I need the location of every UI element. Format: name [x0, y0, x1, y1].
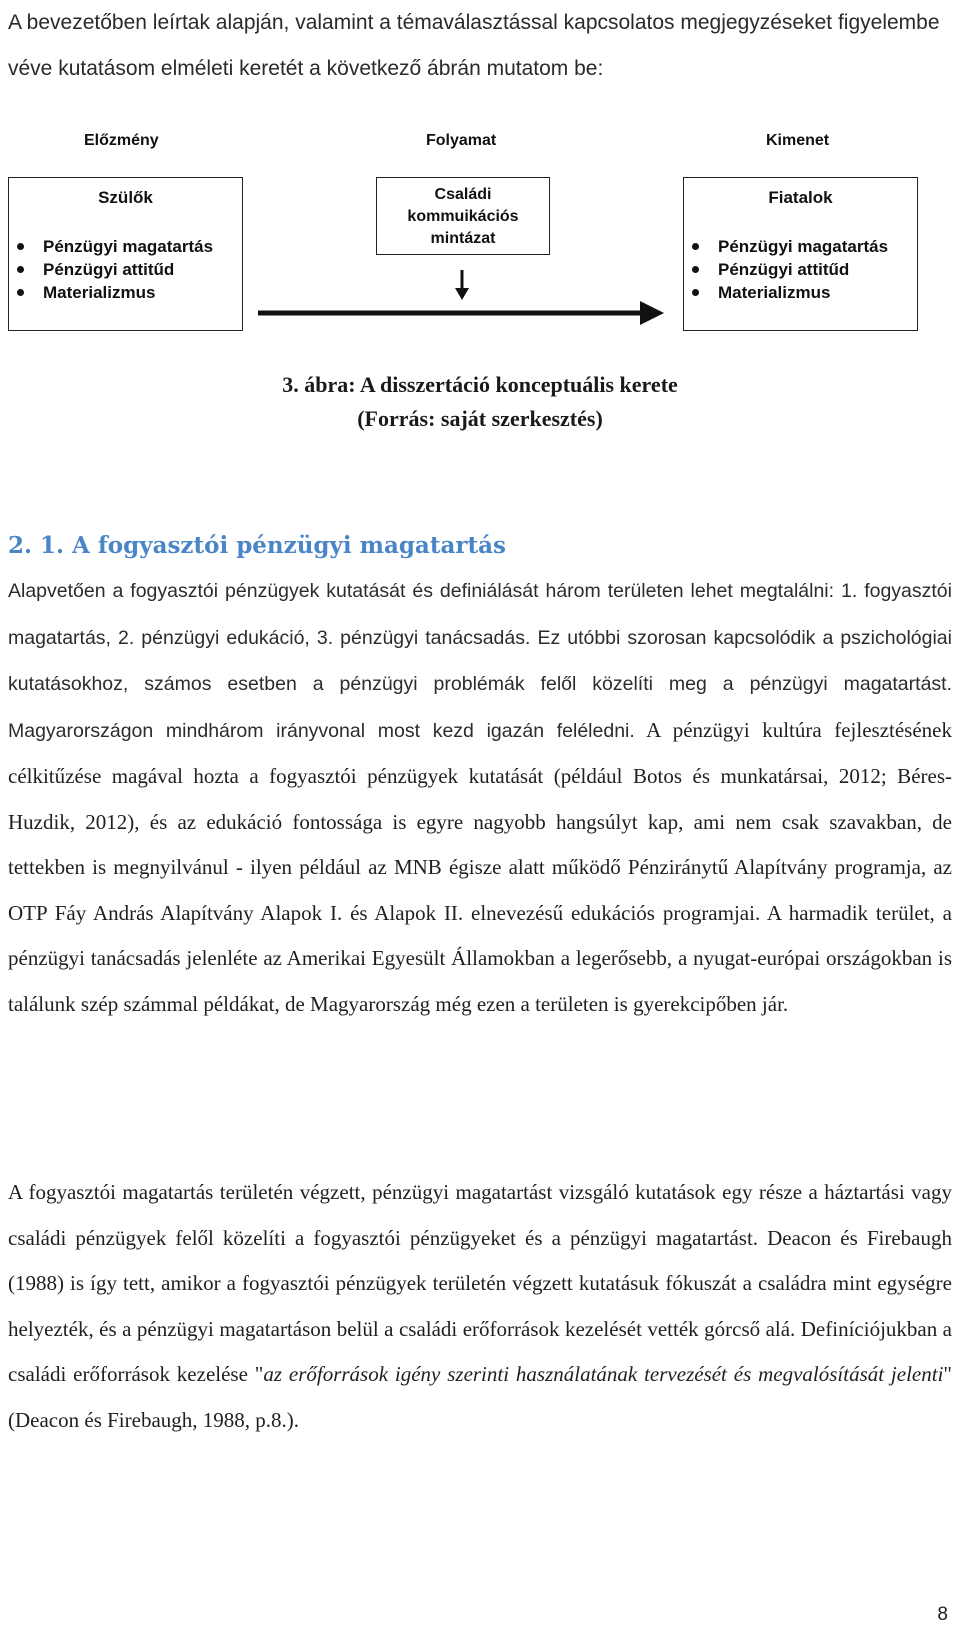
paragraph-2-citation: " (Deacon és Firebaugh, 1988, p.8.). [8, 1362, 952, 1432]
section-heading: 2. 1. A fogyasztói pénzügyi magatartás [8, 532, 506, 559]
column-heading-process: Folyamat [426, 132, 497, 149]
column-heading-outcome: Kimenet [766, 132, 830, 149]
list-item: Materializmus [690, 281, 888, 304]
youth-box-title: Fiatalok [768, 188, 833, 207]
family-communication-line-3: mintázat [430, 230, 496, 247]
page-number: 8 [937, 1604, 948, 1625]
paragraph-2-text: A fogyasztói magatartás területén végzett, pénzügyi magatartást vizsgáló kutatások egy része a háztartási vagy családi pénzügyek felől közelíti a fogyasztói pénzügyeket és a pénzügyi magatartást. Deacon és Firebaugh (1988) is így tett, amikor a fogyasztói pénzügyek területén végzett kutatásuk fókuszát a családra mint egységre helyezték, és a pénzügyi magatartáson belül a családi erőforrások kezelését vették górcső alá. Definíciójukban a családi erőforrások kezelése " [8, 1180, 952, 1386]
family-communication-line-2: kommuikációs [407, 208, 519, 225]
intro-paragraph [8, 0, 952, 92]
down-arrow-icon [455, 270, 469, 300]
list-item: Pénzügyi attitűd [15, 258, 213, 281]
paragraph-2 [8, 1170, 952, 1443]
list-item: Pénzügyi attitűd [690, 258, 888, 281]
list-item: Pénzügyi magatartás [15, 235, 213, 258]
column-heading-antecedent: Előzmény [84, 132, 159, 149]
figure-caption-title: 3. ábra: A disszertáció konceptuális kerete [282, 372, 678, 397]
parents-box-title: Szülők [98, 188, 153, 207]
bullet-icon [692, 243, 699, 250]
paragraph-2-quote: az erőforrások igény szerinti használatának tervezését és megvalósítását jelenti [263, 1362, 944, 1386]
youth-box [683, 177, 918, 331]
bullet-icon [692, 289, 699, 296]
bullet-icon [692, 266, 699, 273]
paragraph-1 [8, 568, 952, 1027]
family-communication-line-1: Családi [434, 186, 492, 203]
conceptual-diagram [0, 120, 960, 360]
paragraph-1-sans-text: Alapvetően a fogyasztói pénzügyek kutatását és definiálását három területen lehet megtalálni: 1. fogyasztói magatartás, 2. pénzügyi edukáció, 3. pénzügyi tanácsadás. Ez utóbbi szorosan kapcsolódik a pszichológiai kutatásokhoz, számos esetben a pénzügyi problémák felől közelíti meg a pénzügyi magatartást. Magyarországon mindhárom irányvonal most kezd igazán feléledni. [8, 580, 952, 742]
youth-item-list [690, 235, 888, 304]
intro-text: A bevezetőben leírtak alapján, valamint a témaválasztással kapcsolatos megjegyzéseket figyelembe véve kutatásom elméleti keretét a következő ábrán mutatom be: [8, 11, 940, 80]
paragraph-1-serif-text: A pénzügyi kultúra fejlesztésének célkitűzése magával hozta a fogyasztói pénzügyek kutatását (például Botos és munkatársai, 2012; Béres-Huzdik, 2012), és az edukáció fontossága is egyre nagyobb hangsúlyt kap, ami nem csak szavakban, de tettekben is megnyilvánul - ilyen például az MNB égisze alatt működő Pénziránytű Alapítvány programja, az OTP Fáy András Alapítvány Alapok I. és Alapok II. elnevezésű edukációs programjai. A harmadik terület, a pénzügyi tanácsadás jelenléte az Amerikai Egyesült Államokban a legerősebb, a nyugat-európai országokban is találunk szép számmal példákat, de Magyarország még ezen a területen is gyerekcipőben jár. [8, 717, 952, 1016]
list-item: Pénzügyi magatartás [690, 235, 888, 258]
figure-caption-source: (Forrás: saját szerkesztés) [357, 406, 603, 431]
right-arrow-icon [258, 301, 664, 325]
list-item: Materializmus [15, 281, 213, 304]
